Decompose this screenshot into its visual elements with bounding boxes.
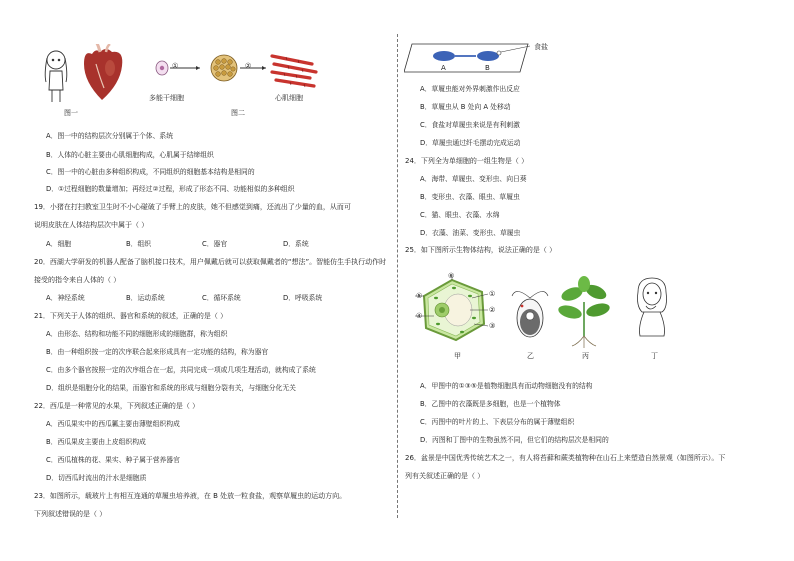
- q19-option-a: A．细胞: [46, 240, 72, 248]
- glass-slide: [404, 44, 528, 72]
- q19-option-b: B．组织: [126, 240, 152, 248]
- q20-option-d: D．呼吸系统: [283, 294, 323, 302]
- q20-stem-line1: 20．西湖大学研发的机器人配备了脑机接口技术，用户佩戴后就可以获取佩戴者的“想法”。智能仿生手执行动作时: [34, 258, 387, 266]
- step1-label: ①: [172, 62, 179, 70]
- q24-option-c: C．猫、眼虫、衣藻、水绵: [420, 211, 500, 219]
- q23-option-a: A．草履虫能对外界刺激作出反应: [420, 85, 520, 93]
- figure-heart-cells: [40, 44, 330, 116]
- q22-option-a: A．西瓜果实中的西瓜瓤主要由薄壁组织构成: [46, 420, 180, 428]
- figure1-caption: 图一: [64, 109, 78, 117]
- drop-a-label: A: [441, 64, 446, 72]
- q26-stem-line2: 列有关叙述正确的是（ ）: [405, 472, 485, 480]
- label-5: ⑤: [416, 292, 423, 300]
- q23-option-d: D．草履虫通过纤毛摆动完成运动: [420, 139, 521, 147]
- q23-option-b: B．草履虫从 B 处向 A 处移动: [420, 103, 511, 111]
- q23-option-c: C．食盐对草履虫来说是有利刺激: [420, 121, 520, 129]
- q21-option-c: C．由多个器官按照一定的次序组合在一起，共同完成一项或几项生理活动，就构成了系统: [46, 366, 316, 374]
- q18-option-b: B．人体的心脏主要由心肌细胞构成，心肌属于结缔组织: [46, 151, 214, 159]
- chlamydomonas-illustration: [512, 291, 548, 337]
- q22-option-d: D．切西瓜时流出的汁水是细胞质: [46, 474, 147, 482]
- cardiomyocyte-illustration: [272, 56, 316, 86]
- label-3: ③: [489, 322, 496, 330]
- q25-option-a: A．甲图中的①③⑤是植物细胞具有而动物细胞没有的结构: [420, 382, 593, 390]
- q19-stem-line2: 说明皮肤在人体结构层次中属于（ ）: [34, 221, 149, 229]
- caption-ding: 丁: [651, 352, 658, 360]
- q20-option-b: B．运动系统: [126, 294, 165, 302]
- q19-option-c: C．器官: [202, 240, 228, 248]
- q23-stem-line2: 下列叙述错误的是（ ）: [34, 510, 107, 518]
- q21-option-b: B．由一种组织按一定的次序联合起来形成具有一定功能的结构，称为器官: [46, 348, 269, 356]
- caption-jia: 甲: [454, 352, 461, 360]
- caption-bing: 丙: [582, 352, 589, 360]
- girl-thinking-illustration: [638, 278, 667, 336]
- cardiomyocyte-label: 心肌细胞: [275, 94, 303, 102]
- q18-option-d: D．①过程细胞的数量增加；再经过②过程，形成了形态不同、功能相似的多种组织: [46, 185, 295, 193]
- q22-option-b: B．西瓜果皮主要由上皮组织构成: [46, 438, 146, 446]
- q24-option-b: B．变形虫、衣藻、眼虫、草履虫: [420, 193, 520, 201]
- drop-b: [477, 51, 499, 61]
- girl-illustration: [45, 51, 67, 102]
- figure2-caption: 图二: [231, 109, 245, 117]
- heart-illustration: [84, 44, 122, 100]
- figure-slide-salt: [404, 38, 534, 78]
- q24-option-d: D．衣藻、油菜、变形虫、草履虫: [420, 229, 521, 237]
- salt-label: 食盐: [534, 43, 548, 51]
- salt-grain-icon: [497, 51, 501, 55]
- q22-stem: 22．西瓜是一种常见的水果，下列叙述正确的是（ ）: [34, 402, 200, 410]
- column-divider: [397, 34, 398, 518]
- figure-organisms: [412, 272, 682, 362]
- q24-stem: 24．下列全为单细胞的一组生物是（ ）: [405, 157, 529, 165]
- label-1: ①: [489, 290, 496, 298]
- q24-option-a: A．海带、草履虫、变形虫、向日葵: [420, 175, 527, 183]
- step2-label: ②: [245, 62, 252, 70]
- q22-option-c: C．西瓜植株的花、果实、种子属于营养器官: [46, 456, 180, 464]
- q26-stem-line1: 26．盆景是中国优秀传统艺术之一，有人将苔藓和蕨类植物种在山石上来塑造自然景观（如图所示）。下: [405, 454, 726, 462]
- drop-b-label: B: [485, 64, 490, 72]
- drop-a: [433, 51, 455, 61]
- q25-option-d: D．丙图和丁图中的生物虽然不同，但它们的结构层次是相同的: [420, 436, 609, 444]
- q20-stem-line2: 接受的指令来自人体的（ ）: [34, 276, 121, 284]
- q21-stem: 21．下列关于人体的组织、器官和系统的叙述，正确的是（ ）: [34, 312, 228, 320]
- q25-option-c: C．丙图中的叶片的上、下表层分布的属于薄壁组织: [420, 418, 575, 426]
- label-4: ④: [416, 312, 423, 320]
- q18-option-a: A．图一中的结构层次分别属于个体、系统: [46, 132, 173, 140]
- q21-option-a: A．由形态、结构和功能不同的细胞形成的细胞群，称为组织: [46, 330, 228, 338]
- q19-stem-line1: 19．小猪在打扫教室卫生时不小心碰破了手臂上的皮肤，她不但感觉到痛，还流出了少量的血，从而可: [34, 203, 351, 211]
- cell-cluster-icon: [211, 55, 237, 81]
- q25-stem: 25．如下图所示生物体结构，说法正确的是（ ）: [405, 246, 557, 254]
- q20-option-c: C．循环系统: [202, 294, 241, 302]
- q21-option-d: D．组织是细胞分化的结果，而器官和系统的形成与细胞分裂有关，与细胞分化无关: [46, 384, 296, 392]
- pluripotent-stem-cell-label: 多能干细胞: [149, 94, 184, 102]
- q25-option-b: B．乙图中的衣藻既是多细胞，也是一个植物体: [420, 400, 561, 408]
- q23-stem-line1: 23．如图所示，载玻片上有相互连通的草履虫培养液，在 B 处放一粒食盐，观察草履虫的运动方向。: [34, 492, 347, 500]
- q19-option-d: D．系统: [283, 240, 309, 248]
- label-6: ⑥: [448, 272, 455, 280]
- q18-option-c: C．图一中的心脏由多种组织构成，不同组织的细胞基本结构是相同的: [46, 168, 255, 176]
- q20-option-a: A．神经系统: [46, 294, 85, 302]
- caption-yi: 乙: [527, 352, 534, 360]
- plant-seedling-illustration: [557, 276, 611, 348]
- label-2: ②: [489, 306, 496, 314]
